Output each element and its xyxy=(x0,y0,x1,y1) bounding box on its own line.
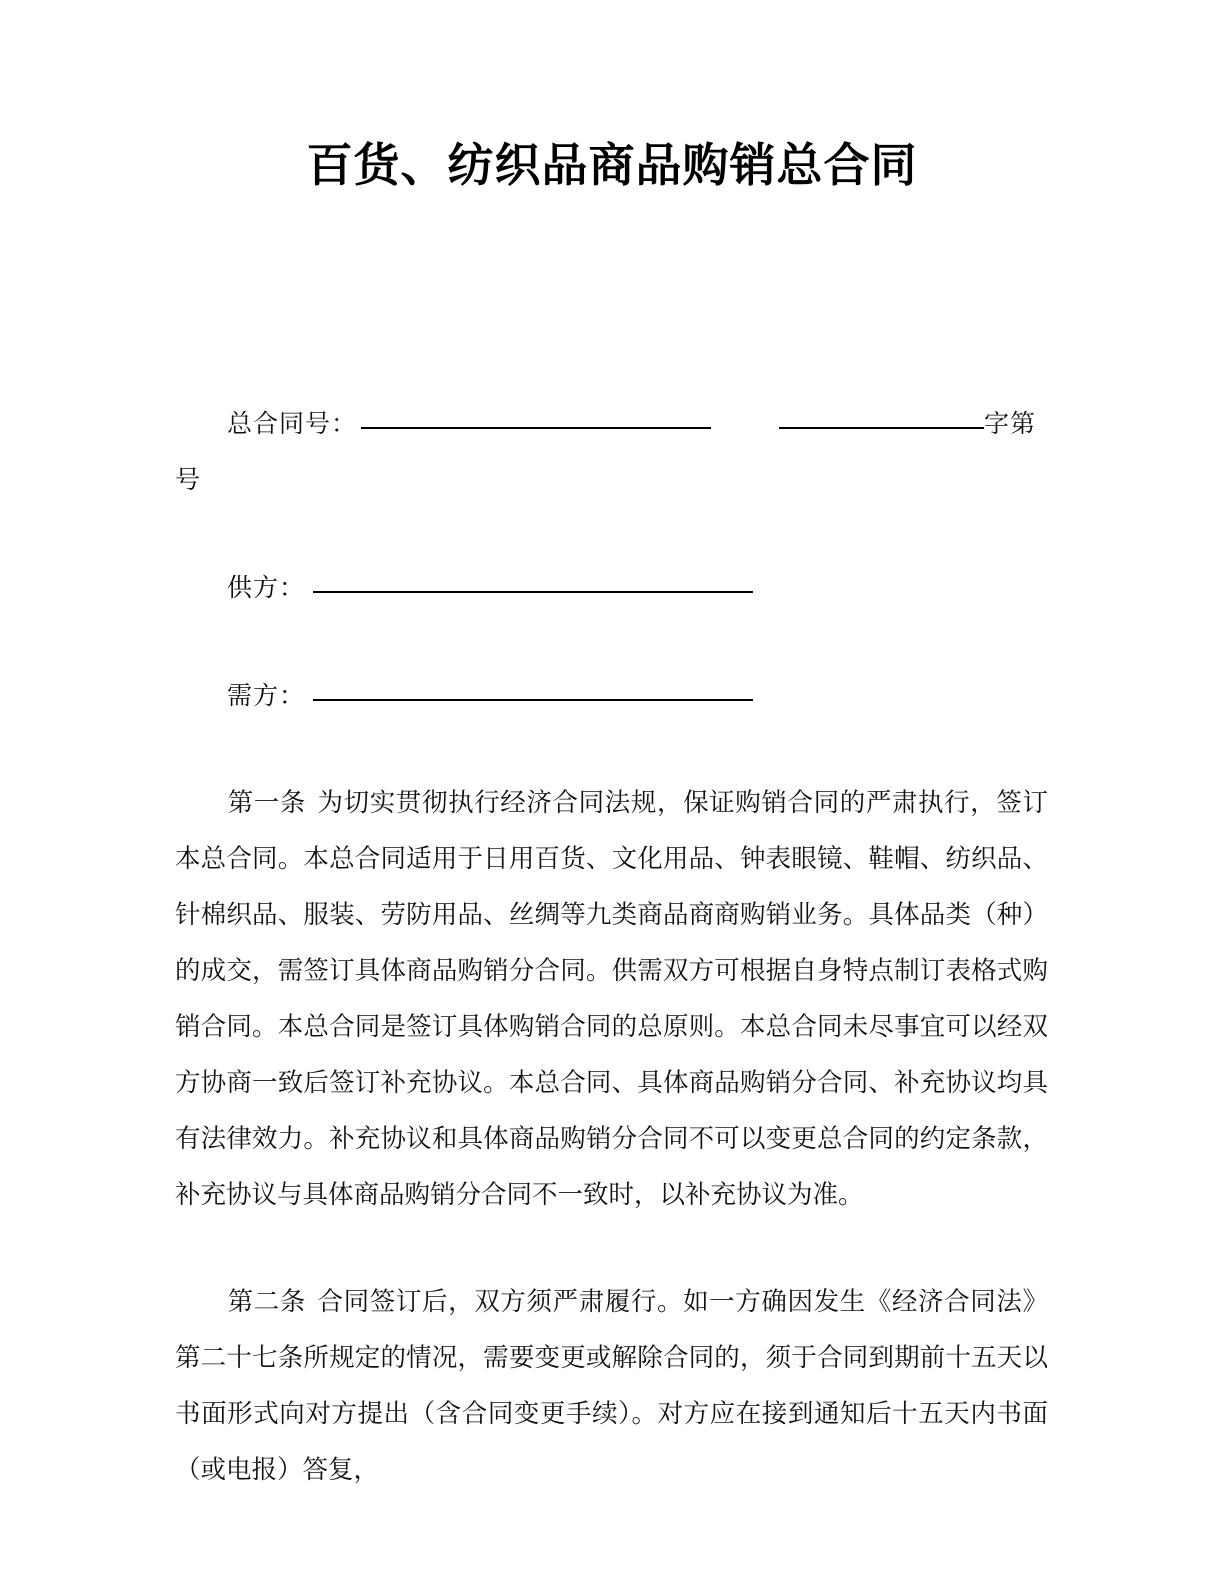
contract-number-wrap-label: 号 xyxy=(175,465,201,494)
supplier-row xyxy=(175,560,753,616)
buyer-row xyxy=(175,668,753,724)
contract-number-suffix-input[interactable] xyxy=(779,427,984,429)
contract-number-input[interactable] xyxy=(361,427,711,429)
article-1-number: 第一条 xyxy=(227,788,306,818)
page-title: 百货、纺织品商品购销总合同 xyxy=(306,138,918,192)
article-1-body: 为切实贯彻执行经济合同法规，保证购销合同的严肃执行，签订本总合同。本总合同适用于日用百货、文化用品、钟表眼镜、鞋帽、纺织品、针棉织品、服装、劳防用品、丝绸等九类商品商商购销业务。具体品类（种）的成交，需签订具体商品购销分合同。供需双方可根据自身特点制订表格式购销合同。本总合同是签订具体购销合同的总原则。本总合同未尽事宜可以经双方协商一致后签订补充协议。本总合同、具体商品购销分合同、补充协议均具有法律效力。补充协议和具体商品购销分合同不可以变更总合同的约定条款，补充协议与具体商品购销分合同不一致时，以补充协议为准。 xyxy=(175,788,1048,1210)
contract-number-wrap-row xyxy=(175,452,200,508)
supplier-label: 供方： xyxy=(227,573,306,602)
contract-form-block xyxy=(175,396,1048,452)
article-2 xyxy=(175,1274,1048,1498)
supplier-input[interactable] xyxy=(313,591,753,593)
buyer-label: 需方： xyxy=(227,681,306,710)
contract-number-row xyxy=(175,396,1048,452)
article-2-number: 第二条 xyxy=(227,1287,306,1317)
article-1 xyxy=(175,775,1048,1223)
buyer-input[interactable] xyxy=(313,699,753,701)
contract-number-suffix-label: 字第 xyxy=(984,409,1037,438)
article-2-body: 合同签订后，双方须严肃履行。如一方确因发生《经济合同法》第二十七条所规定的情况，需要变更或解除合同的，须于合同到期前十五天以书面形式向对方提出（含合同变更手续）。对方应在接到通知后十五天内书面（或电报）答复， xyxy=(175,1287,1048,1485)
contract-number-label: 总合同号： xyxy=(227,409,358,438)
